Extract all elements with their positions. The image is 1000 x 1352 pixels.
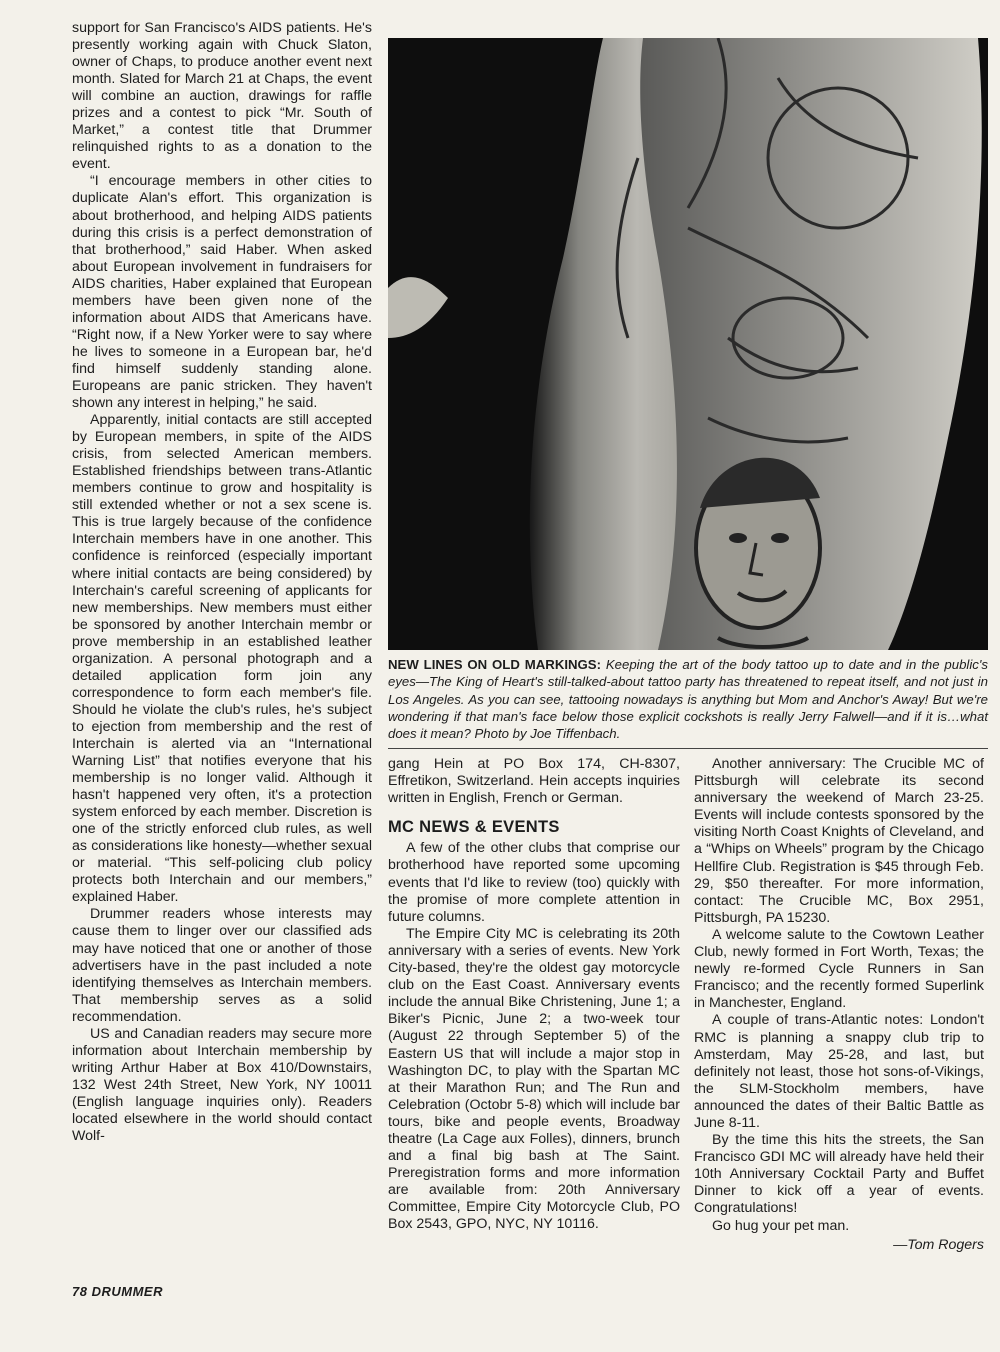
article-column-2 [388, 756, 680, 1234]
paragraph: support for San Francisco's AIDS patients. He's presently working again with Chuck Slaton, owner of Chaps, to produce another event next month. Slated for March 21 at Chaps, the event will combine an auction, drawings for raffle prizes and a contest to pick “Mr. South of Market,” a contest title that Drummer relinquished rights to as a donation to the event. [72, 20, 372, 173]
paragraph: gang Hein at PO Box 174, CH-8307, Effretikon, Switzerland. Hein accepts inquiries written in English, French or German. [388, 756, 680, 807]
photo-caption [388, 656, 988, 742]
caption-divider [388, 748, 988, 749]
paragraph: “I encourage members in other cities to duplicate Alan's effort. This organization is about brotherhood, and helping AIDS patients during this crisis is a perfect demonstration of that brotherhood,” said Haber. When asked about European involvement in fundraisers for AIDS charities, Haber explained that European members have been given none of the information about AIDS that Americans have. “Right now, if a New Yorker were to say where he lives to someone in a European bar, he'd find himself suddenly standing alone. Europeans are panic stricken. They haven't shown any interest in helping,” he said. [72, 173, 372, 412]
page-folio: 78 DRUMMER [72, 1284, 163, 1299]
paragraph: Another anniversary: The Crucible MC of Pittsburgh will celebrate its second anniversary the weekend of March 23-25. Events will include contests sponsored by the visiting North Coast Knights of Cleveland, and a “Whips on Wheels” program by the Chicago Hellfire Club. Registration is $45 through Feb. 29, $50 thereafter. For more information, contact: The Crucible MC, Box 2951, Pittsburgh, PA 15230. [694, 756, 984, 926]
tattoo-photo-icon [388, 38, 988, 650]
caption-text: Keeping the art of the body tattoo up to date and in the public's eyes—The King of Heart's still-talked-about tattoo party has threatened to repeat itself, and not just in Los Angeles. As you can see, tattooing nowadays is anything but Mom and Anchor's Away! But we're wondering if that man's face below those explicit cockshots is really Jerry Falwell—and if it is…what does it mean? Photo by Joe Tiffenbach. [388, 657, 988, 742]
tattoo-photo [388, 38, 988, 650]
paragraph: Drummer readers whose interests may cause them to linger over our classified ads may have noticed that one or another of those advertisers have in the past included a note identifying themselves as Interchain members. That membership serves as a solid recommendation. [72, 906, 372, 1025]
paragraph: A couple of trans-Atlantic notes: London't RMC is planning a snappy club trip to Amsterdam, May 25-28, and last, but definitely not least, those hot sons-of-Vikings, the SLM-Stockholm members, have announced the dates of their Baltic Battle as June 8-11. [694, 1012, 984, 1131]
section-heading: MC NEWS & EVENTS [388, 818, 560, 837]
paragraph: By the time this hits the streets, the San Francisco GDI MC will already have held their 10th Anniversary Cocktail Party and Buffet Dinner to kick off a year of events. Congratulations! [694, 1132, 984, 1217]
article-column-1 [72, 20, 372, 1145]
paragraph: US and Canadian readers may secure more information about Interchain membership by writing Arthur Haber at Box 410/Downstairs, 132 West 24th Street, New York, NY 10011 (English language inquiries only). Readers located elsewhere in the world should contact Wolf- [72, 1025, 372, 1145]
paragraph: The Empire City MC is celebrating its 20th anniversary with a series of events. New York City-based, they're the oldest gay motorcycle club on the East Coast. Anniversary events include the annual Bike Christening, June 1; a Biker's Picnic, June 2; a two-week tour (August 22 through September 5) of the Eastern US that will include a major stop in Washington DC, to play with the Spartan MC at their Marathon Run; and The Run and Celebration (Octobr 5-8) which will include bar tours, bike and people events, Broadway theatre (La Cage aux Folles), dinners, brunch and a final big bash at The Saint. Preregistration forms and more information are available from: 20th Anniversary Committee, Empire City Motorcycle Club, PO Box 2543, GPO, NYC, NY 10116. [388, 925, 680, 1233]
paragraph: Apparently, initial contacts are still accepted by European members, in spite of the AIDS crisis, from selected American members. Established friendships between trans-Atlantic members continue to grow and hospitality is still extended whether or not a sex scene is. This is true largely because of the confidence Interchain members have in one another. This confidence is reinforced (especially important where initial contacts are being considered) by Interchain's careful screening of applicants for new memberships. New members must either be sponsored by another Interchain membr or prove membership in an established leather organization. A personal photograph and a detailed application form join any correspondence to form each member's file. Should he violate the club's rules, he's subject to ejection from membership and the rest of Interchain is alerted via an “International Warning List” that notifies everyone that his membership is no longer valid. Although it hasn't happened very often, it's a protection system enforced by each member. Discretion is one of the strictly enforced club rules, as well as considerations like honesty—whether sexual or material. “This self-policing club policy protects both Interchain and our members,” explained Haber. [72, 412, 372, 906]
caption-lead: NEW LINES ON OLD MARKINGS: [388, 657, 601, 672]
paragraph: A welcome salute to the Cowtown Leather Club, newly formed in Fort Worth, Texas; the newly re-formed Cycle Runners in San Francisco; and the recently formed Superlink in Manchester, England. [694, 926, 984, 1012]
paragraph: A few of the other clubs that comprise our brotherhood have reported some upcoming events that I'd like to review (too) quickly with the promise of more complete attention in future columns. [388, 840, 680, 925]
article-column-3 [694, 756, 984, 1254]
author-signature: —Tom Rogers [893, 1236, 984, 1253]
paragraph: Go hug your pet man. [712, 1217, 850, 1234]
